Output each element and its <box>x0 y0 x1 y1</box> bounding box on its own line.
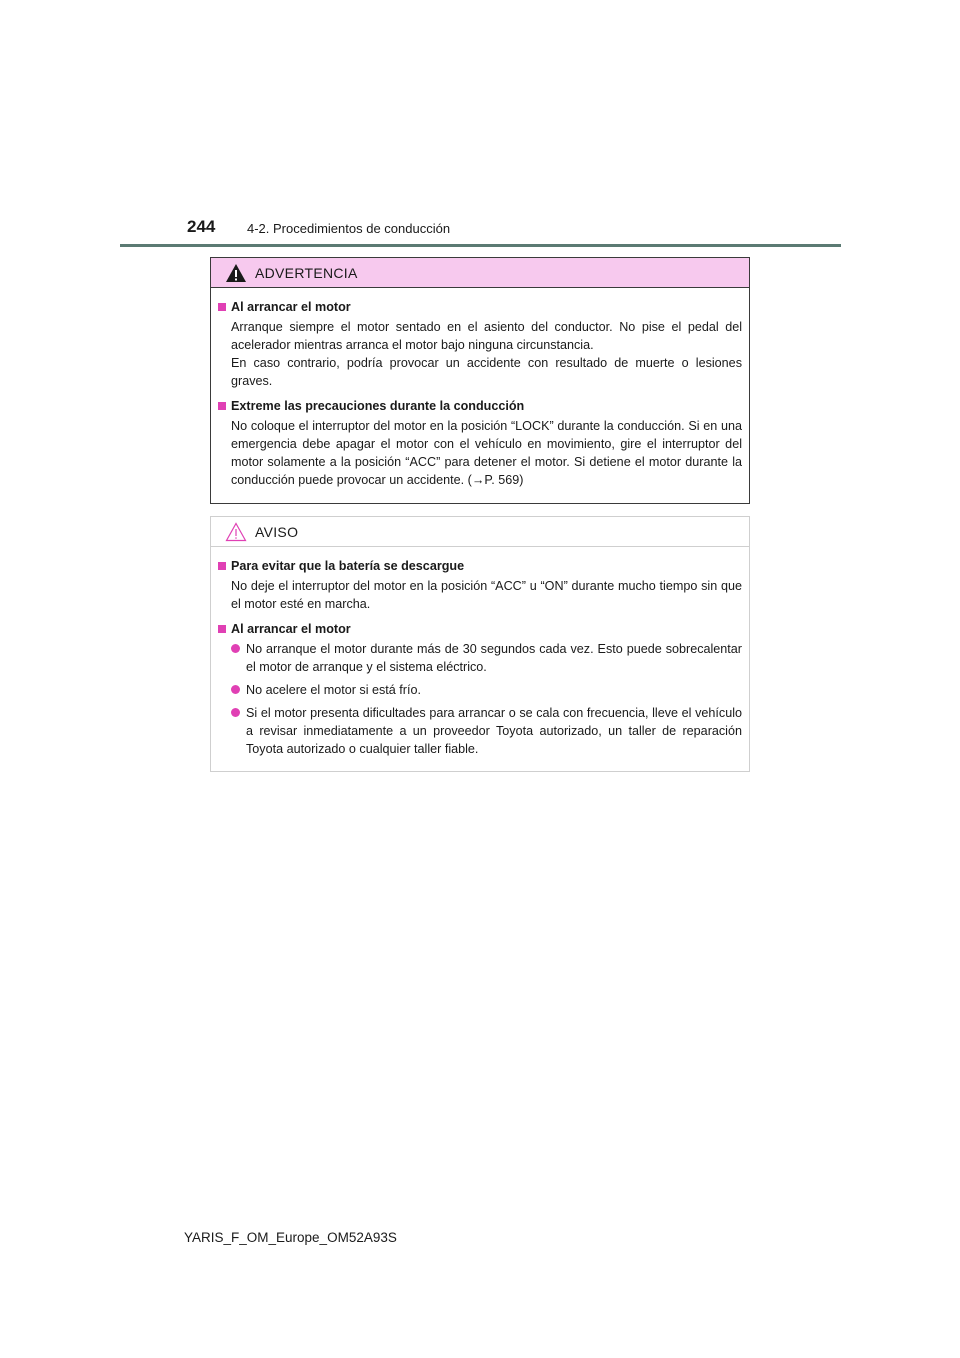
square-bullet-icon <box>218 402 226 410</box>
warning-item-text: Arranque siempre el motor sentado en el asiento del conductor. No pise el pedal del acelerador mientras arranca el motor bajo ninguna circunstancia. <box>231 320 742 352</box>
warning-box <box>210 257 750 504</box>
notice-item-title <box>218 620 742 638</box>
notice-body <box>211 547 749 758</box>
square-bullet-icon <box>218 562 226 570</box>
list-item-text: No acelere el motor si está frío. <box>246 683 421 697</box>
notice-item-title-text: Al arrancar el motor <box>231 622 351 636</box>
circle-bullet-icon <box>231 644 240 653</box>
header-divider <box>120 244 841 247</box>
caution-triangle-icon <box>225 522 247 542</box>
notice-item-title <box>218 557 742 575</box>
list-item-text: Si el motor presenta dificultades para arrancar o se cala con frecuencia, lleve el vehículo a revisar inmediatamente a un proveedor Toyota autorizado, un taller de reparación Toyota autorizado o cualquier taller fiable. <box>246 706 742 756</box>
notice-box <box>210 516 750 772</box>
notice-title: AVISO <box>255 523 299 540</box>
list-item-text: No arranque el motor durante más de 30 segundos cada vez. Esto puede sobrecalentar el motor de arranque y el sistema eléctrico. <box>246 642 742 674</box>
notice-header <box>211 517 749 547</box>
list-item <box>218 681 742 699</box>
warning-item-text: No coloque el interruptor del motor en la posición “LOCK” durante la conducción. Si en una emergencia debe apagar el motor con el vehículo en movimiento, gire el interruptor del motor solamente a la posición “ACC” para detener el motor. Si detiene el motor durante la conducción puede provocar un accidente. (→P. 569) <box>231 419 742 487</box>
notice-item-title-text: Para evitar que la batería se descargue <box>231 559 465 573</box>
warning-item-title-text: Extreme las precauciones durante la conducción <box>231 399 525 413</box>
warning-triangle-icon <box>225 263 247 283</box>
warning-header <box>211 258 749 288</box>
circle-bullet-icon <box>231 708 240 717</box>
list-item <box>218 704 742 758</box>
notice-item-text: No deje el interruptor del motor en la posición “ACC” u “ON” durante mucho tiempo sin que el motor esté en marcha. <box>231 579 742 611</box>
warning-item-text: En caso contrario, podría provocar un accidente con resultado de muerte o lesiones graves. <box>231 356 742 388</box>
warning-body <box>211 288 749 489</box>
warning-item-title <box>218 397 742 415</box>
section-title: 4-2. Procedimientos de conducción <box>247 221 451 236</box>
document-id-footer: YARIS_F_OM_Europe_OM52A93S <box>184 1230 397 1245</box>
warning-item-title-text: Al arrancar el motor <box>231 300 351 314</box>
warning-item-title <box>218 298 742 316</box>
page-number: 244 <box>187 217 216 236</box>
square-bullet-icon <box>218 303 226 311</box>
square-bullet-icon <box>218 625 226 633</box>
circle-bullet-icon <box>231 685 240 694</box>
warning-title: ADVERTENCIA <box>255 264 358 281</box>
list-item <box>218 640 742 676</box>
